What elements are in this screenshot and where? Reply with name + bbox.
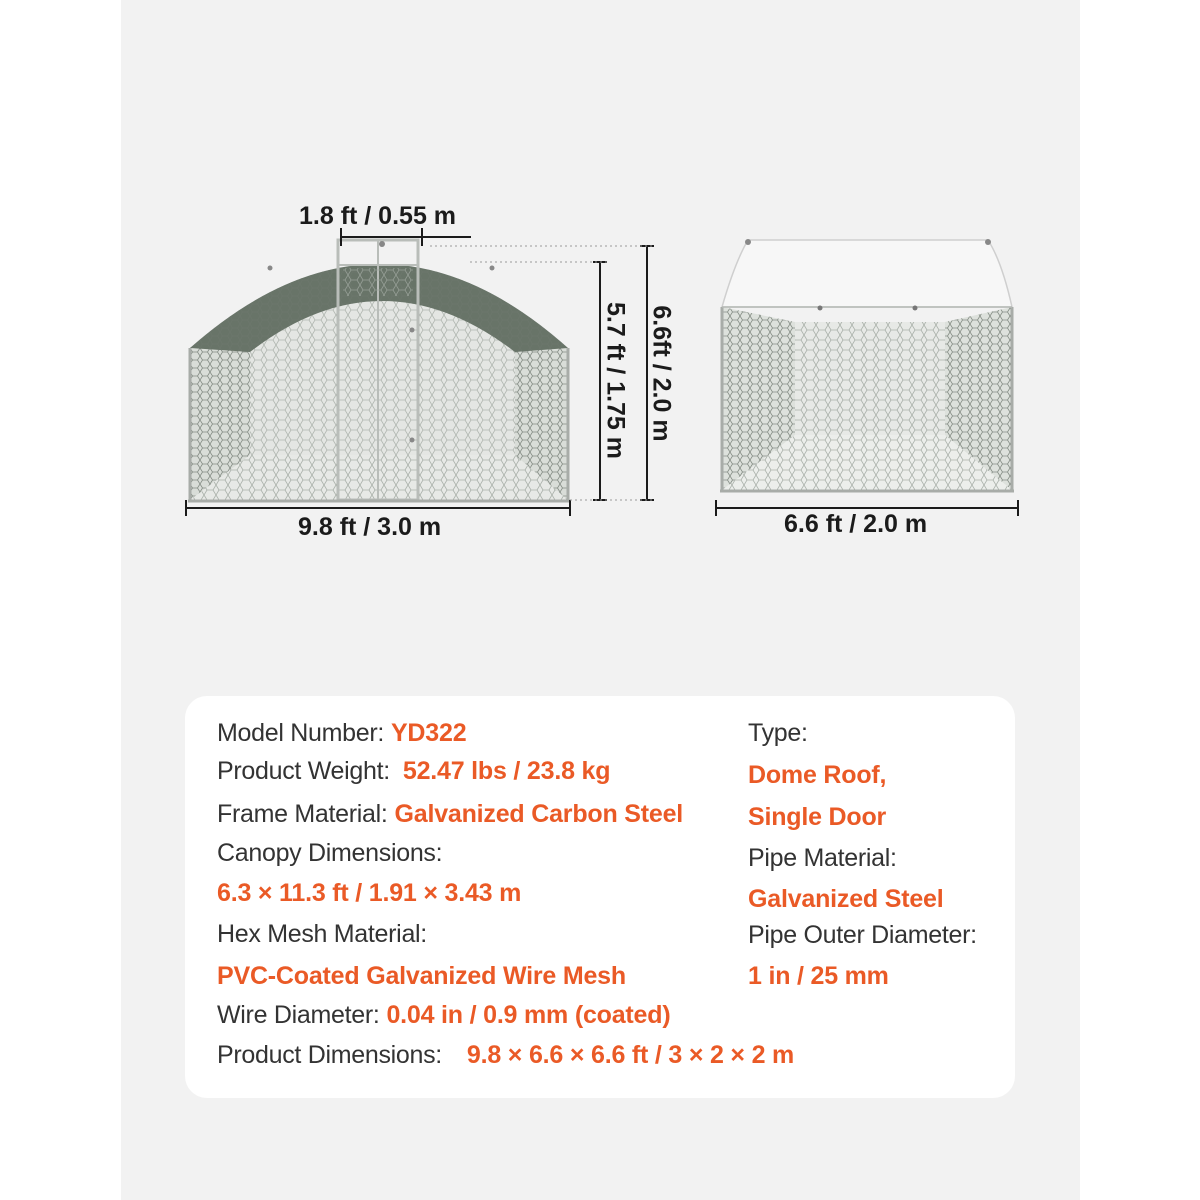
hex-mesh-label: Hex Mesh Material: (217, 920, 427, 948)
pipe-outer-diameter-value: 1 in / 25 mm (748, 962, 889, 990)
door-width-label: 1.8 ft / 0.55 m (299, 202, 457, 230)
wire-diameter-row (217, 1003, 670, 1028)
type-label: Type: (748, 719, 808, 747)
pipe-material-value: Galvanized Steel (748, 885, 944, 913)
product-weight-row (217, 759, 610, 784)
length-label: 9.8 ft / 3.0 m (298, 513, 442, 541)
hex-mesh-value: PVC-Coated Galvanized Wire Mesh (217, 962, 626, 990)
side-view-coop (720, 239, 1014, 492)
canopy-dimensions-label: Canopy Dimensions: (217, 839, 443, 867)
wire-diameter-value: 0.04 in / 0.9 mm (coated) (386, 1001, 671, 1029)
width-label: 6.6 ft / 2.0 m (784, 510, 928, 538)
total-height-label: 6.6ft / 2.0 m (647, 305, 676, 442)
type-value-line-2: Single Door (748, 803, 887, 831)
product-dimensions-row (217, 1043, 794, 1068)
product-dimensions-label: Product Dimensions: (217, 1041, 442, 1069)
model-number-row (217, 721, 466, 746)
wire-diameter-label: Wire Diameter: (217, 1001, 380, 1029)
model-number-label: Model Number: (217, 719, 384, 747)
product-dimensions-value: 9.8 × 6.6 × 6.6 ft / 3 × 2 × 2 m (466, 1041, 795, 1069)
frame-material-label: Frame Material: (217, 800, 388, 828)
pipe-outer-diameter-label: Pipe Outer Diameter: (748, 921, 977, 949)
front-view-coop (188, 240, 570, 502)
pipe-material-label: Pipe Material: (748, 844, 897, 872)
frame-material-value: Galvanized Carbon Steel (394, 800, 684, 828)
door-height-label: 5.7 ft / 1.75 m (601, 301, 630, 460)
model-number-value: YD322 (390, 719, 467, 747)
product-weight-value: 52.47 lbs / 23.8 kg (402, 757, 611, 785)
canopy-dimensions-value: 6.3 × 11.3 ft / 1.91 × 3.43 m (217, 879, 522, 907)
product-weight-label: Product Weight: (217, 757, 390, 785)
type-value-line-1: Dome Roof, (748, 761, 887, 789)
frame-material-row (217, 802, 683, 827)
